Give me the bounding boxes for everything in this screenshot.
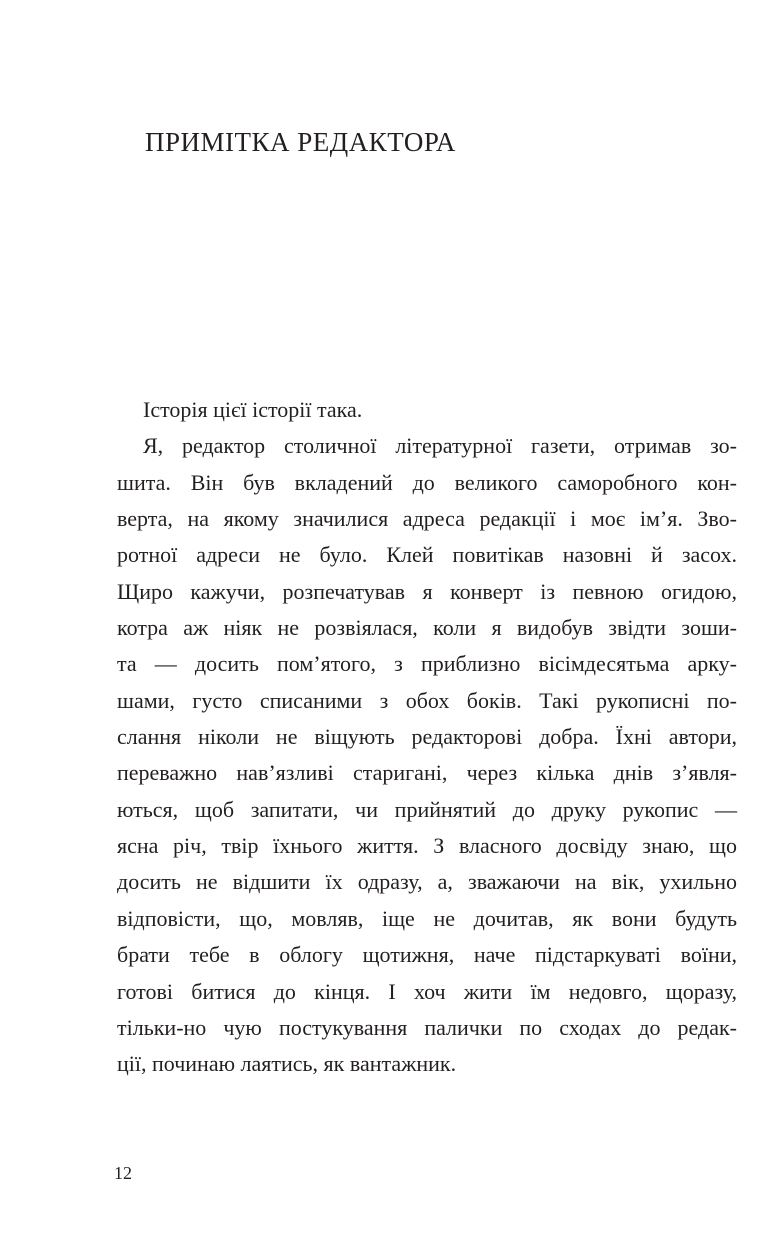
- body-text: [117, 392, 737, 1083]
- paragraph-2-line: тільки-но чую постукування палички по сходах до редак-: [117, 1014, 737, 1040]
- paragraph-2-line: готові битися до кінця. І хоч жити їм недовго, щоразу,: [117, 978, 737, 1004]
- page-number: 12: [114, 1163, 132, 1183]
- paragraph-2-line: шита. Він був вкладений до великого саморобного кон-: [117, 469, 737, 495]
- paragraph-2-line: ясна річ, твір їхнього життя. З власного досвіду знаю, що: [117, 833, 737, 859]
- paragraph-2-line: та — досить пом’ятого, з приблизно вісімдесятьма арку-: [117, 651, 737, 677]
- paragraph-2-line: ються, щоб запитати, чи прийнятий до друку рукопис —: [117, 796, 737, 822]
- paragraph-2-line: котра аж ніяк не розвіялася, коли я видобув звідти зоши-: [117, 615, 737, 641]
- paragraph-2-line: відповісти, що, мовляв, іще не дочитав, як вони будуть: [117, 905, 737, 931]
- paragraph-1-line: Історія цієї історії така.: [143, 397, 363, 422]
- paragraph-2-line: досить не відшити їх одразу, а, зважаючи на вік, ухильно: [117, 869, 737, 895]
- paragraph-2-line: Я, редактор столичної літературної газети, отримав зо-: [143, 433, 737, 459]
- paragraph-2-line: ротної адреси не було. Клей повитікав назовні й засох.: [117, 542, 737, 568]
- paragraph-2-line: верта, на якому значилися адреса редакції і моє ім’я. Зво-: [117, 506, 737, 532]
- paragraph-2-line: шами, густо списаними з обох боків. Такі рукописні по-: [117, 687, 737, 713]
- paragraph-2-line: брати тебе в облогу щотижня, наче підстаркуваті воїни,: [117, 942, 737, 968]
- paragraph-2-line: ції, починаю лаятись, як вантажник.: [117, 1051, 457, 1077]
- paragraph-2-line: переважно нав’язливі старигані, через кілька днів з’явля-: [117, 760, 737, 786]
- paragraph-2-line: слання ніколи не віщують редакторові добра. Їхні автори,: [117, 724, 737, 750]
- paragraph-2-line: Щиро кажучи, розпечатував я конверт із певною огидою,: [117, 578, 737, 604]
- page-title: ПРИМІТКА РЕДАКТОРА: [145, 127, 456, 157]
